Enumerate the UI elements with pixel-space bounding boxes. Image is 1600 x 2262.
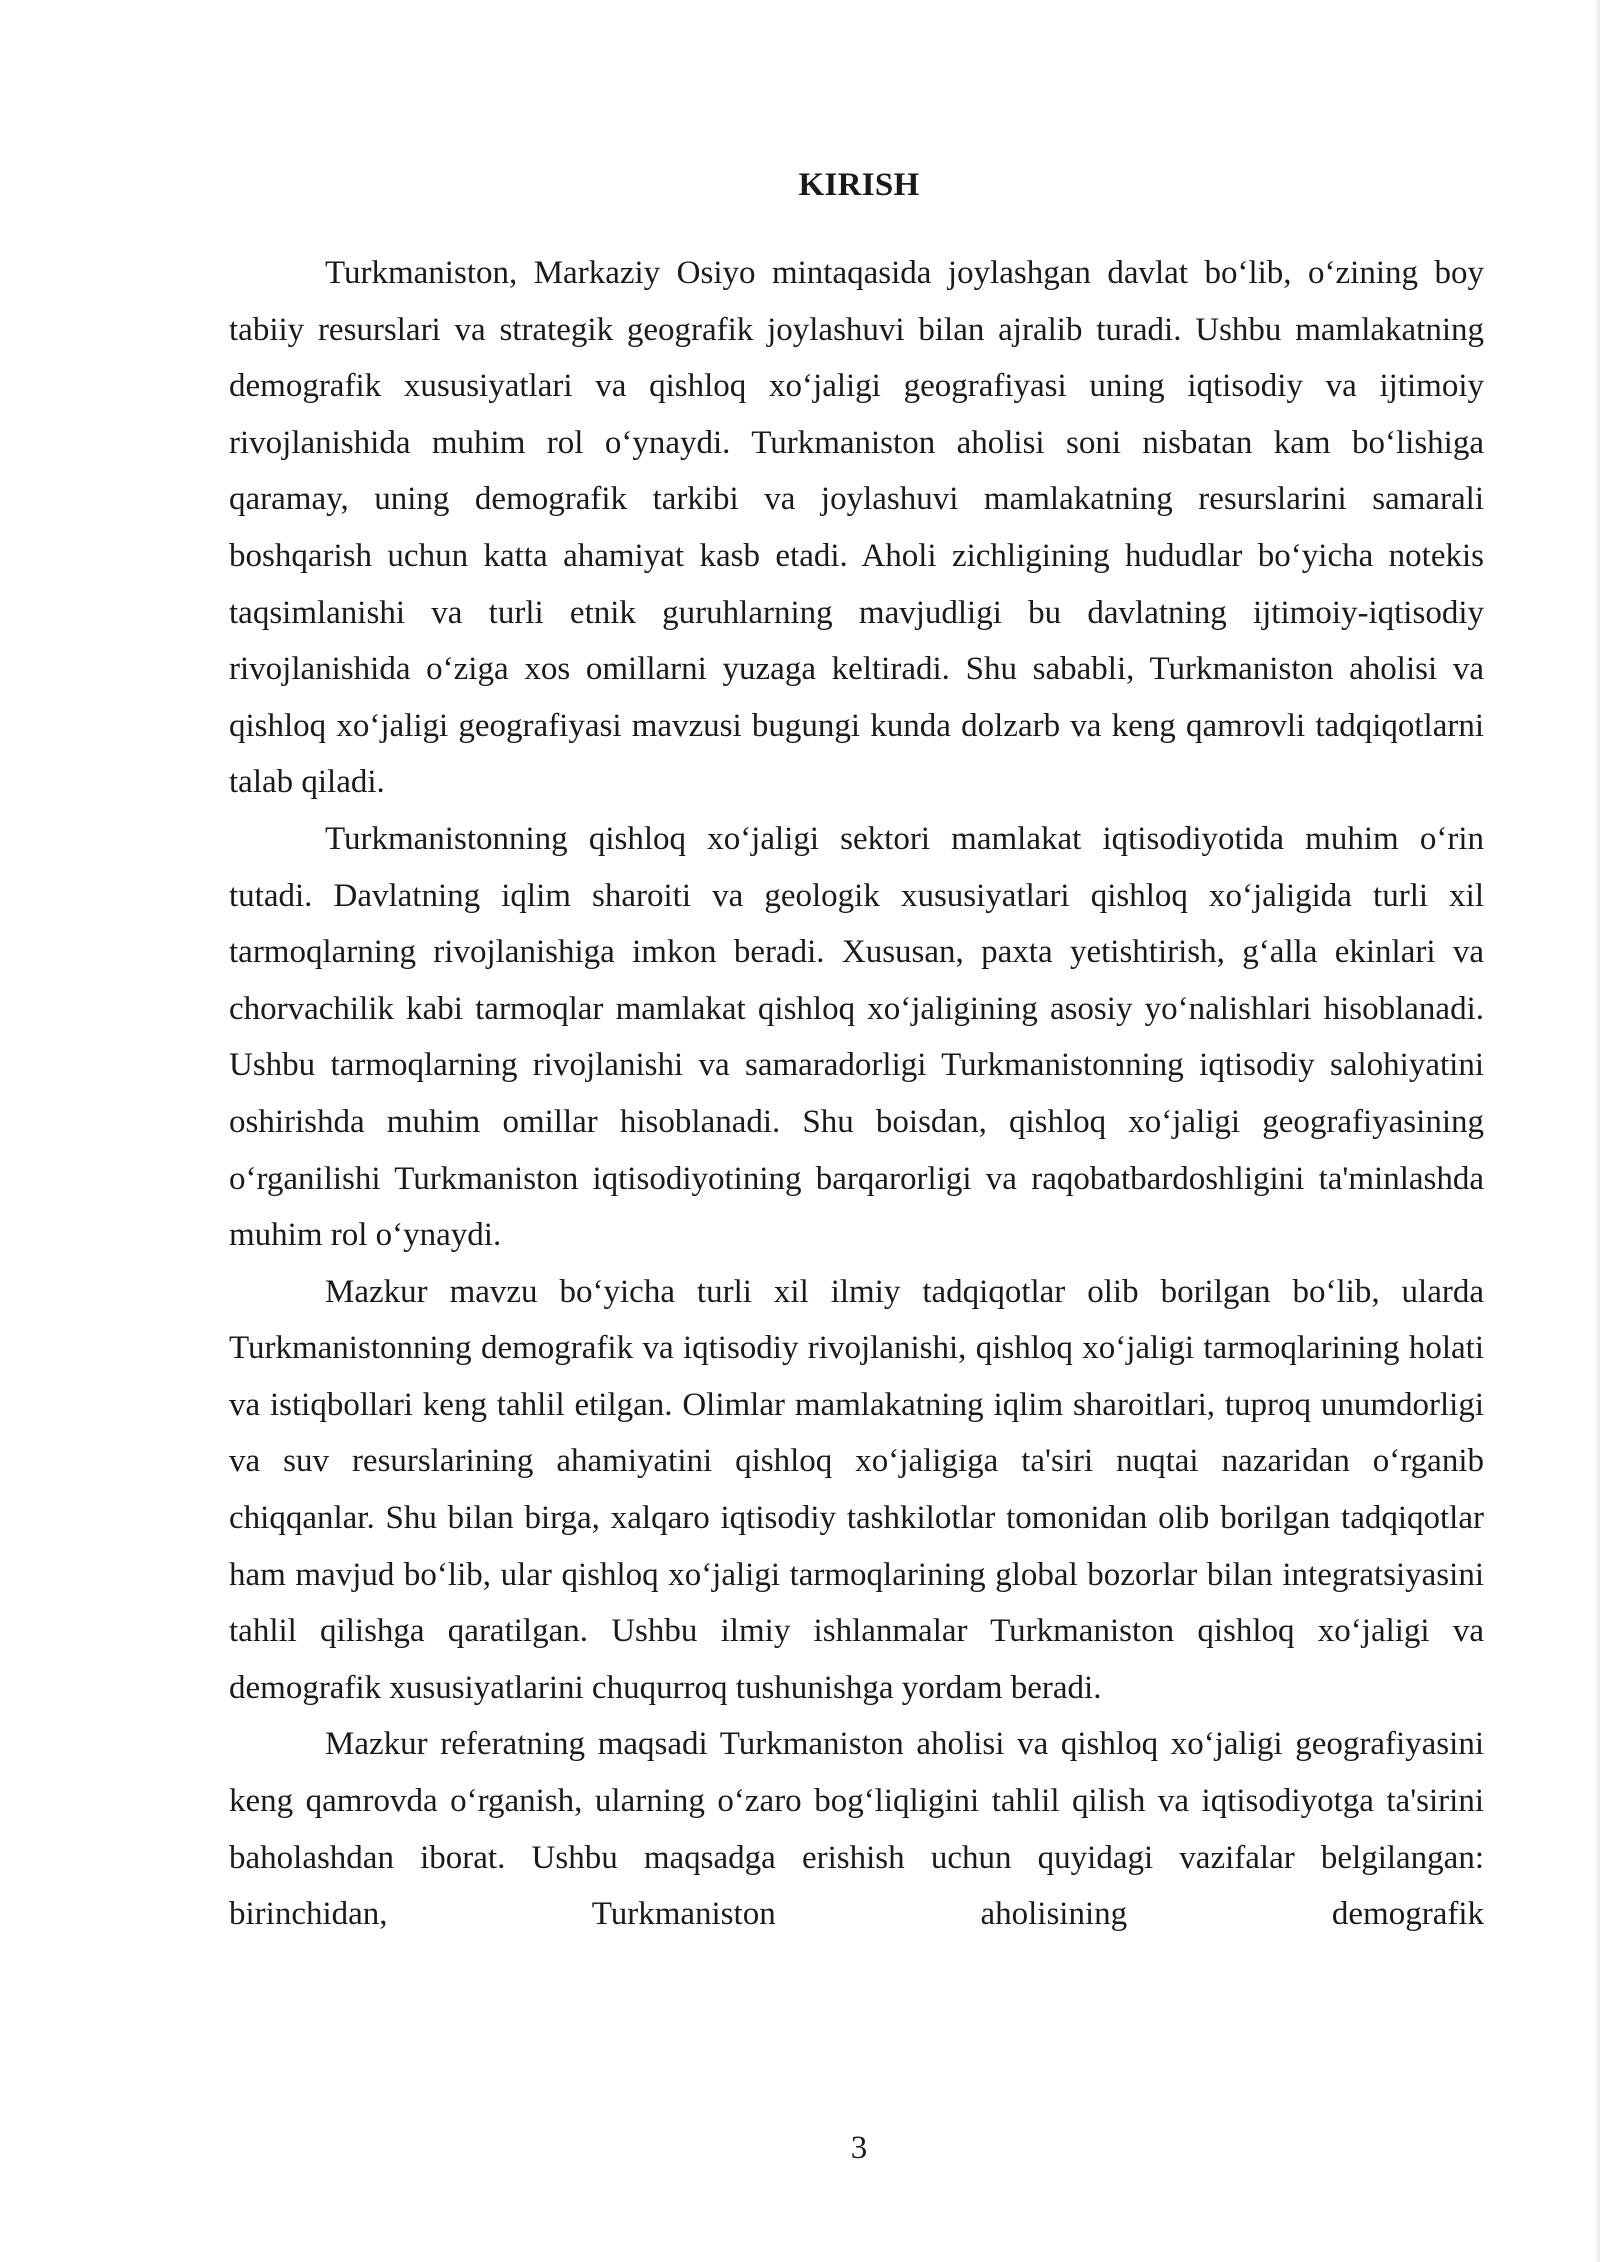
page-edge-shadow (1594, 0, 1600, 2262)
body-text (229, 245, 1484, 1943)
page-number: 3 (850, 2130, 868, 2166)
section-heading: KIRISH (798, 167, 920, 203)
paragraph-1: Turkmaniston, Markaziy Osiyo mintaqasida joylashgan davlat bo‘lib, o‘zining boy tabiiy resurslari va strategik geografik joylashuvi bilan ajralib turadi. Ushbu mamlakatning demografik xususiyatlari va qishloq xo‘jaligi geografiyasi uning iqtisodiy va ijtimoiy rivojlanishida muhim rol o‘ynaydi. Turkmaniston aholisi soni nisbatan kam bo‘lishiga qaramay, uning demografik tarkibi va joylashuvi mamlakatning resurslarini samarali boshqarish uchun katta ahamiyat kasb etadi. Aholi zichligining hududlar bo‘yicha notekis taqsimlanishi va turli etnik guruhlarning mavjudligi bu davlatning ijtimoiy-iqtisodiy rivojlanishida o‘ziga xos omillarni yuzaga keltiradi. Shu sababli, Turkmaniston aholisi va qishloq xo‘jaligi geografiyasi mavzusi bugungi kunda dolzarb va keng qamrovli tadqiqotlarni talab qiladi. (229, 255, 1484, 801)
paragraph-4: Mazkur referatning maqsadi Turkmaniston aholisi va qishloq xo‘jaligi geografiyasini keng qamrovda o‘rganish, ularning o‘zaro bog‘liqligini tahlil qilish va iqtisodiyotga ta'sirini baholashdan iborat. Ushbu maqsadga erishish uchun quyidagi vazifalar belgilangan: birinchidan, Turkmaniston aholisining demografik (229, 1726, 1484, 1933)
paragraph-2: Turkmanistonning qishloq xo‘jaligi sektori mamlakat iqtisodiyotida muhim o‘rin tutadi. Davlatning iqlim sharoiti va geologik xususiyatlari qishloq xo‘jaligida turli xil tarmoqlarning rivojlanishiga imkon beradi. Xususan, paxta yetishtirish, g‘alla ekinlari va chorvachilik kabi tarmoqlar mamlakat qishloq xo‘jaligining asosiy yo‘nalishlari hisoblanadi. Ushbu tarmoqlarning rivojlanishi va samaradorligi Turkmanistonning iqtisodiy salohiyatini oshirishda muhim omillar hisoblanadi. Shu boisdan, qishloq xo‘jaligi geografiyasining o‘rganilishi Turkmaniston iqtisodiyotining barqarorligi va raqobatbardoshligini ta'minlashda muhim rol o‘ynaydi. (229, 820, 1484, 1254)
paragraph-3: Mazkur mavzu bo‘yicha turli xil ilmiy tadqiqotlar olib borilgan bo‘lib, ularda Turkmanistonning demografik va iqtisodiy rivojlanishi, qishloq xo‘jaligi tarmoqlarining holati va istiqbollari keng tahlil etilgan. Olimlar mamlakatning iqlim sharoitlari, tuproq unumdorligi va suv resurslarining ahamiyatini qishloq xo‘jaligiga ta'siri nuqtai nazaridan o‘rganib chiqqanlar. Shu bilan birga, xalqaro iqtisodiy tashkilotlar tomonidan olib borilgan tadqiqotlar ham mavjud bo‘lib, ular qishloq xo‘jaligi tarmoqlarining global bozorlar bilan integratsiyasini tahlil qilishga qaratilgan. Ushbu ilmiy ishlanmalar Turkmaniston qishloq xo‘jaligi va demografik xususiyatlarini chuqurroq tushunishga yordam beradi. (229, 1273, 1484, 1706)
